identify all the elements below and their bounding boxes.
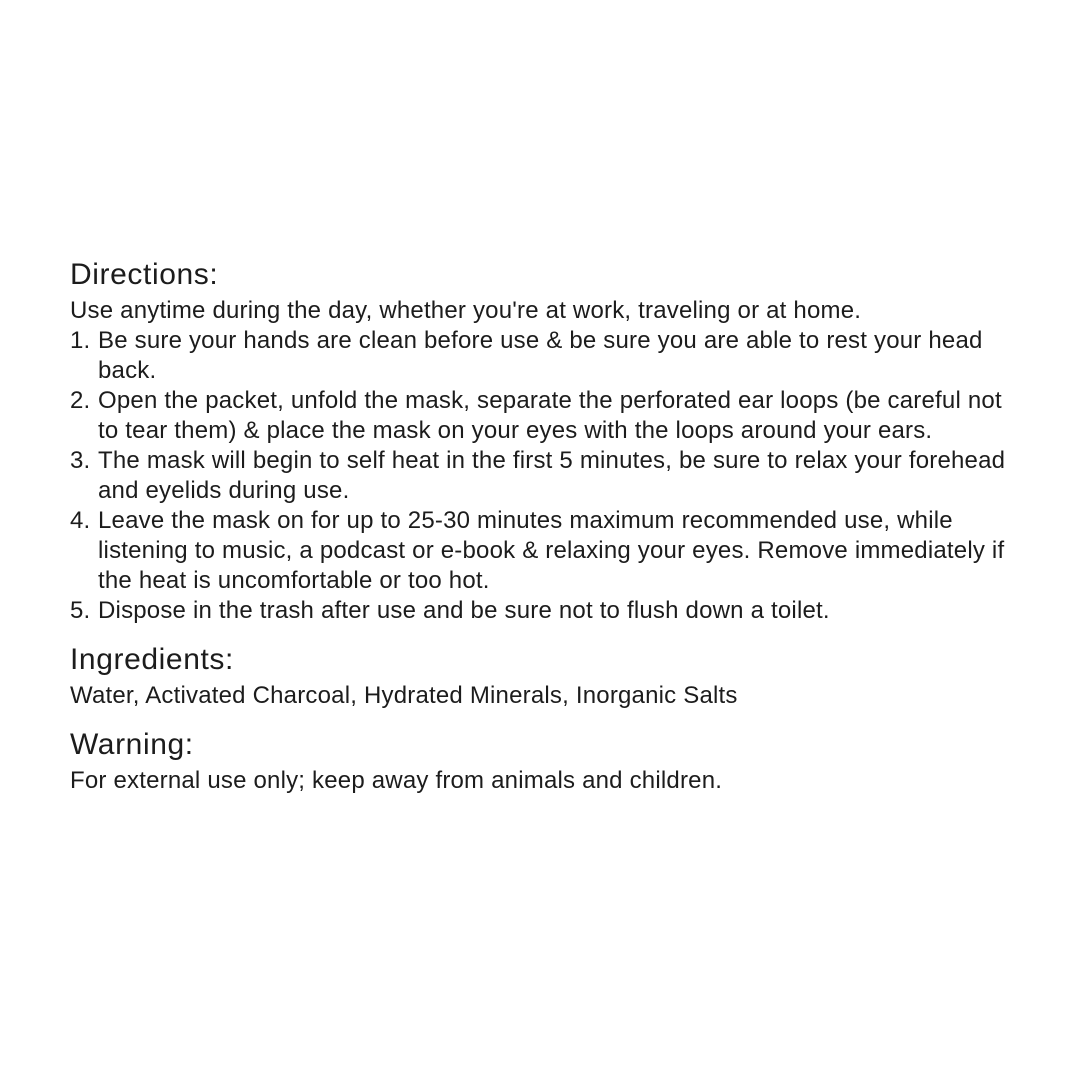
directions-step-3 [70,446,1020,506]
warning-section [70,726,1020,796]
directions-step-4 [70,506,1020,596]
step-text: The mask will begin to self heat in the first 5 minutes, be sure to relax your forehead and eyelids during use. [98,447,1006,504]
step-number: 5. [70,597,91,624]
step-number: 2. [70,387,91,414]
directions-section [70,256,1020,626]
warning-heading: Warning: [70,728,194,761]
directions-step-2 [70,386,1020,446]
ingredients-text: Water, Activated Charcoal, Hydrated Minerals, Inorganic Salts [70,682,738,709]
step-text: Leave the mask on for up to 25-30 minutes maximum recommended use, while listening to music, a podcast or e-book & relaxing your eyes. Remove immediately if the heat is uncomfortable or too hot. [98,507,1005,594]
step-text: Be sure your hands are clean before use & be sure you are able to rest your head back. [98,327,983,384]
directions-intro: Use anytime during the day, whether you're at work, traveling or at home. [70,297,862,324]
step-text: Dispose in the trash after use and be sure not to flush down a toilet. [98,597,830,624]
step-number: 4. [70,507,91,534]
directions-step-5 [70,596,1020,626]
product-label-text-panel [70,256,1020,796]
directions-heading: Directions: [70,258,219,291]
ingredients-heading: Ingredients: [70,643,234,676]
directions-step-1 [70,326,1020,386]
warning-text: For external use only; keep away from animals and children. [70,767,723,794]
step-number: 3. [70,447,91,474]
step-text: Open the packet, unfold the mask, separate the perforated ear loops (be careful not to tear them) & place the mask on your eyes with the loops around your ears. [98,387,1002,444]
step-number: 1. [70,327,91,354]
ingredients-section [70,641,1020,711]
directions-list [70,326,1020,626]
